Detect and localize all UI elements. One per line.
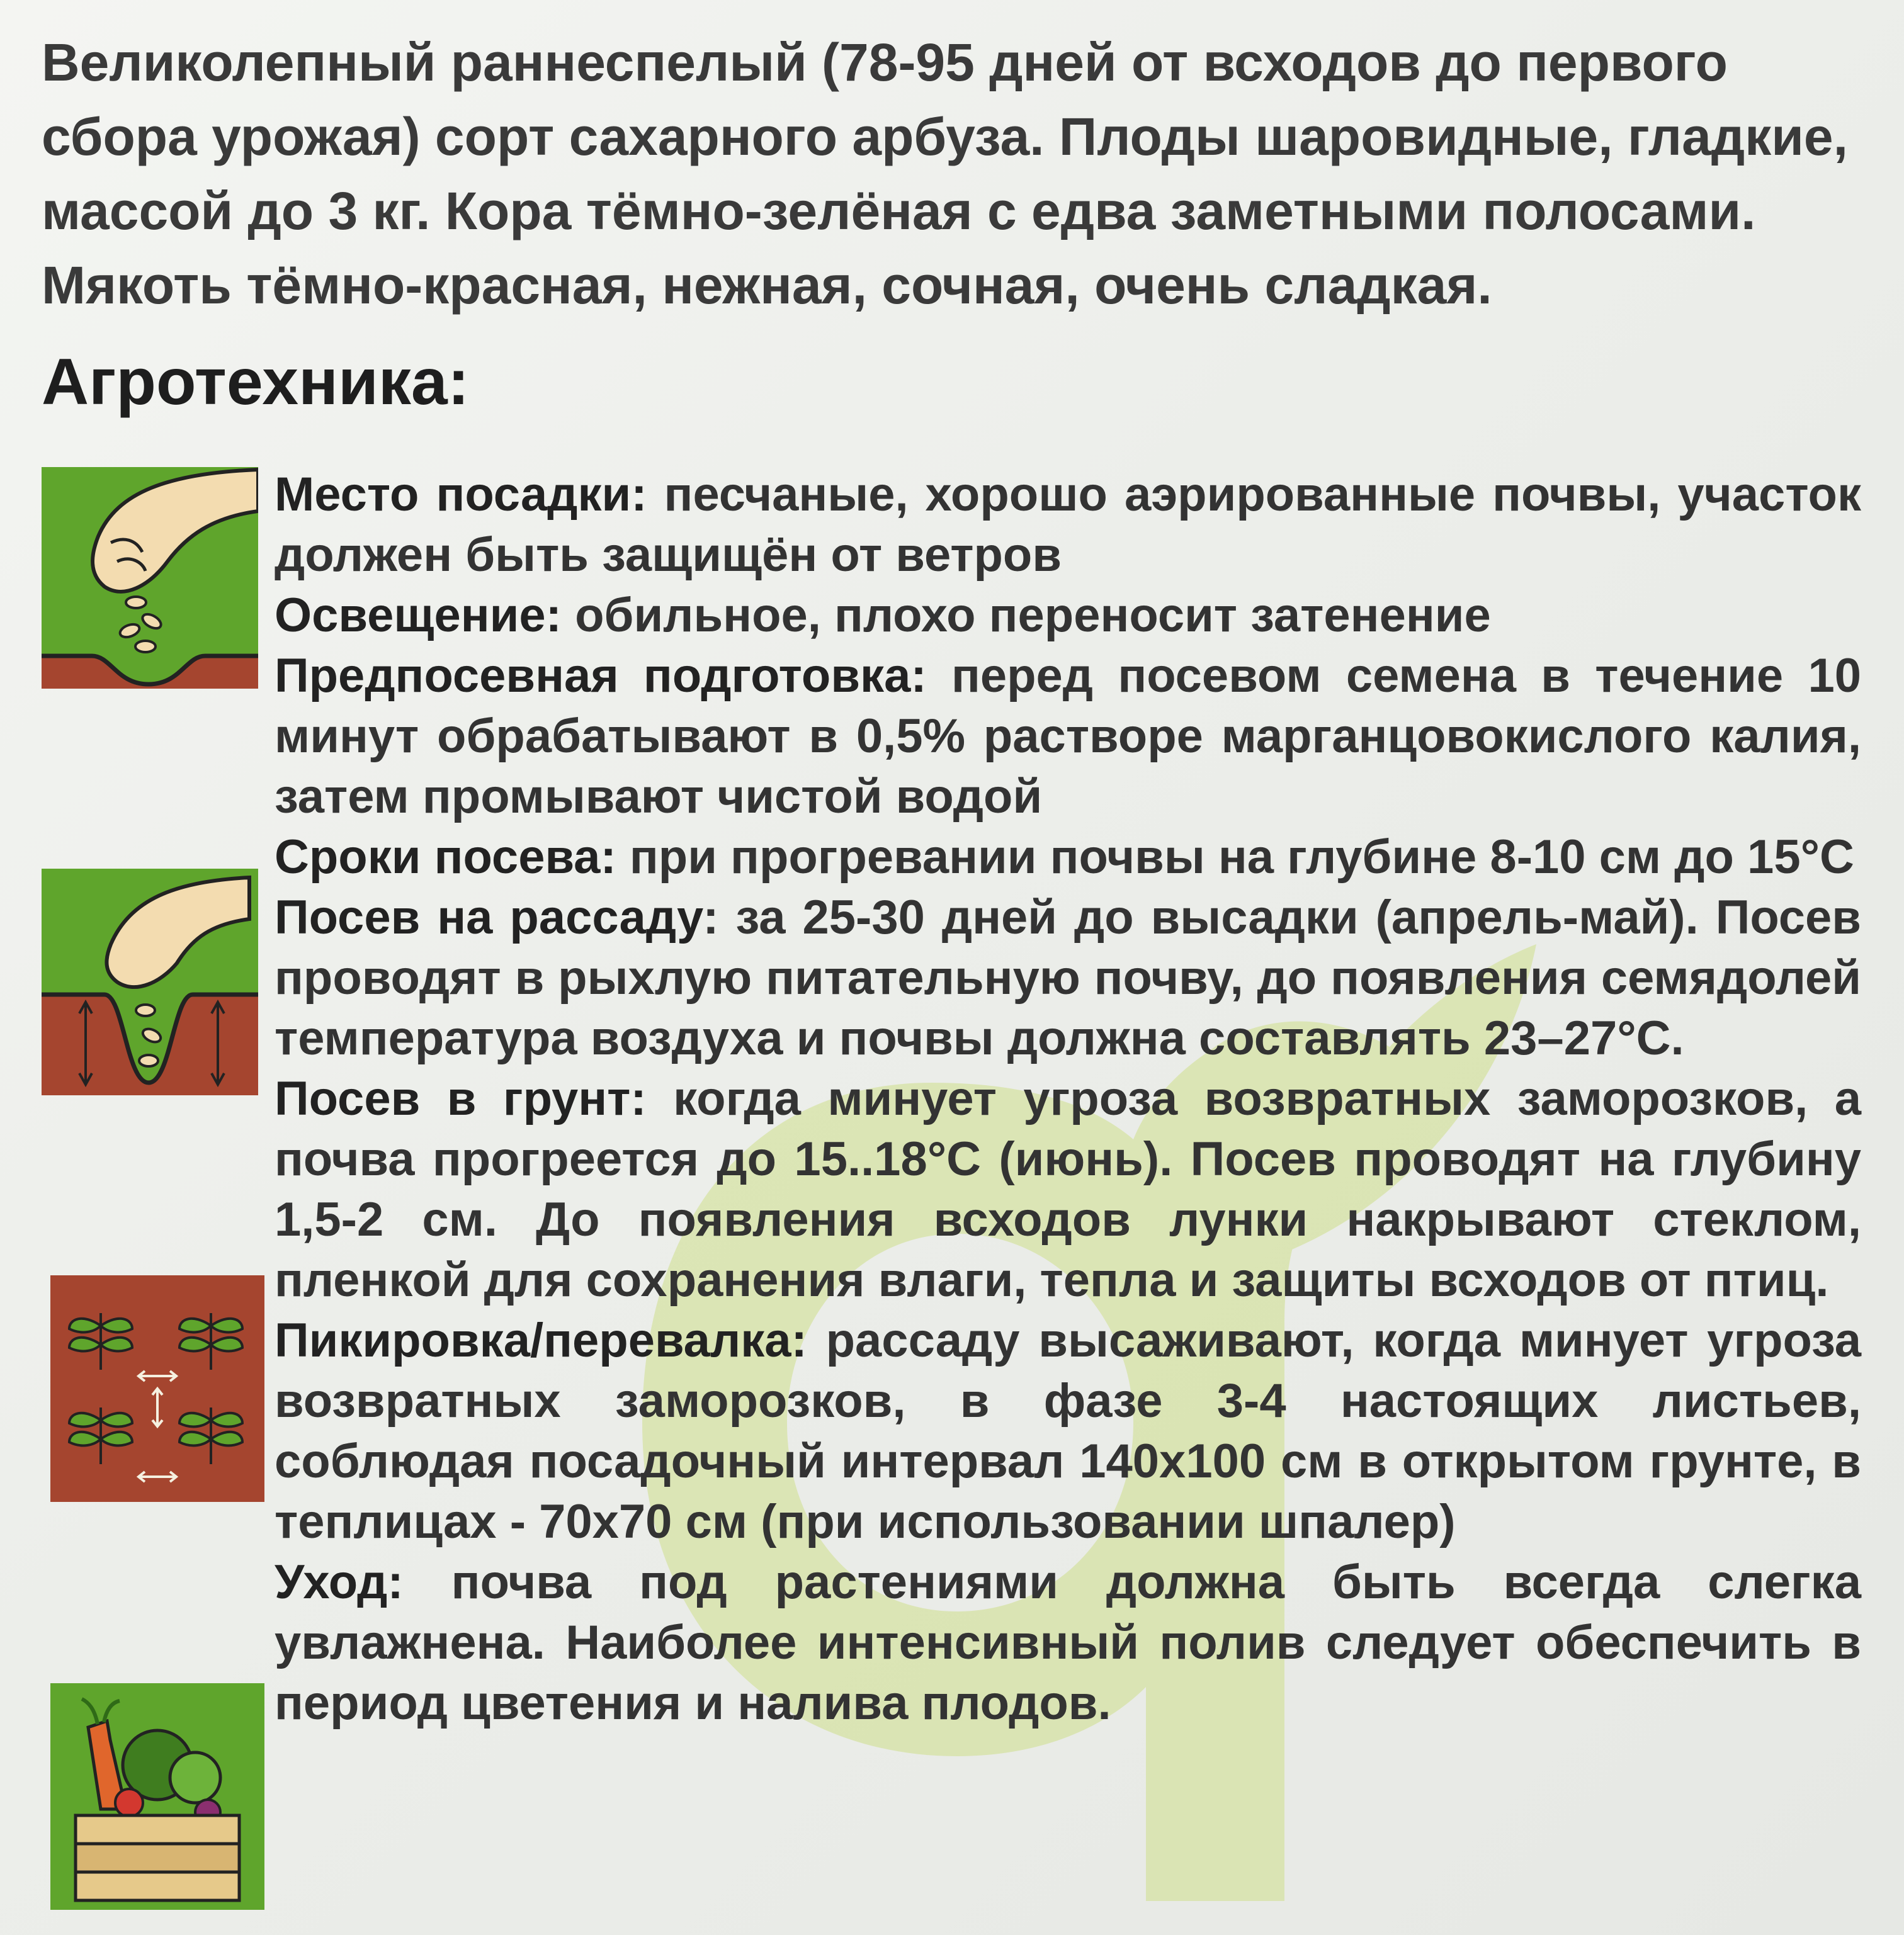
section-text: при прогревании почвы на глубине 8-10 см до 15°С	[616, 830, 1854, 884]
section-text: перед посевом семена в течение 10 минут обрабатывают в 0,5% растворе марганцовокислого калия, затем промывают чистой водой	[275, 649, 1861, 823]
section-transplanting	[275, 1311, 1861, 1552]
section-label: Посев на рассаду	[275, 891, 703, 944]
section-label: Посев в грунт:	[275, 1072, 647, 1125]
section-lighting	[275, 585, 1861, 646]
section-label: Предпосевная подготовка:	[275, 649, 927, 702]
section-open-ground	[275, 1069, 1861, 1311]
seed-depth-icon	[42, 869, 258, 1095]
section-heading: Агротехника:	[42, 346, 470, 419]
agrotechnics-list	[275, 465, 1861, 1734]
section-label: Пикировка/перевалка:	[275, 1314, 807, 1367]
section-text: когда минует угроза возвратных заморозков, а почва прогреется до 15..18°С (июнь). Посев проводят на глубину 1,5-2 см. До появления всходов лунки накрывают стеклом, пленкой для сохранения влаги, тепла и защиты всходов от птиц.	[275, 1072, 1862, 1307]
intro-description: Великолепный раннеспелый (78-95 дней от всходов до первого сбора урожая) сорт сахарного арбуза. Плоды шаровидные, гладкие, массой до 3 кг. Кора тёмно-зелёная с едва заметными полосами. Мякоть тёмно-красная, нежная, сочная, очень сладкая.	[42, 33, 1848, 315]
section-text: : за 25-30 дней до высадки (апрель-май). Посев проводят в рыхлую питательную почву, до появления семядолей температура воздуха и почвы должна составлять 23–27°С.	[275, 891, 1861, 1065]
section-text: песчаные, хорошо аэрированные почвы, участок должен быть защищён от ветров	[275, 468, 1861, 582]
section-sowing-dates	[275, 827, 1861, 888]
section-planting-site	[275, 465, 1861, 585]
section-text: обильное, плохо переносит затенение	[561, 589, 1491, 642]
section-label: Уход:	[275, 1555, 404, 1609]
hand-sowing-seeds-icon	[42, 467, 258, 689]
vegetable-crate-icon	[50, 1683, 264, 1910]
seedling-spacing-icon	[50, 1275, 264, 1502]
section-label: Освещение:	[275, 589, 562, 642]
section-text: рассаду высаживают, когда минует угроза возвратных заморозков, в фазе 3-4 настоящих листьев, соблюдая посадочный интервал 140х100 см в открытом грунте, в теплицах - 70х70 см (при использовании шпалер)	[275, 1314, 1861, 1549]
section-seedlings	[275, 888, 1861, 1069]
section-label: Сроки посева:	[275, 830, 616, 884]
section-label: Место посадки:	[275, 468, 647, 521]
section-care	[275, 1552, 1861, 1734]
section-pre-sowing	[275, 646, 1861, 827]
section-text: почва под растениями должна быть всегда слегка увлажнена. Наиболее интенсивный полив следует обеспечить в период цветения и налива плодов.	[275, 1555, 1861, 1730]
